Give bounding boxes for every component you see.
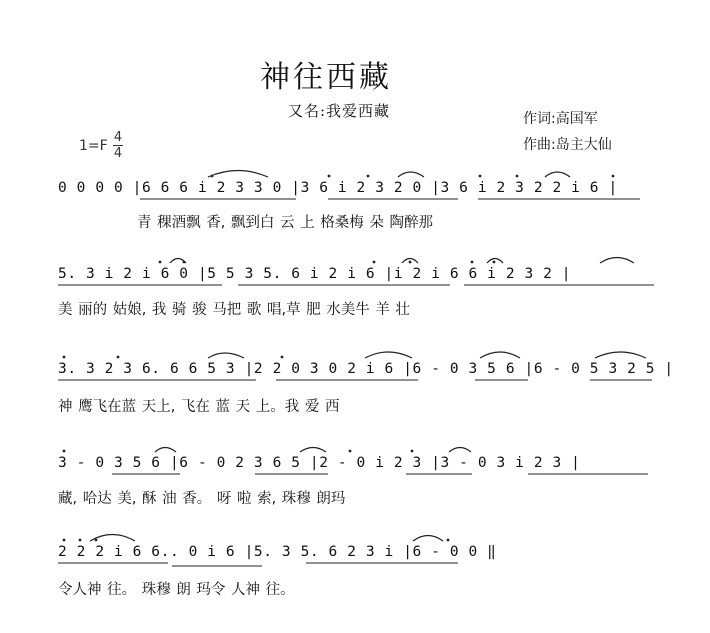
song-alias: 又名:我爱西藏 [288, 102, 391, 120]
lyric-line-4: 藏, 哈达 美, 酥 油 香。 呀 啦 索, 珠穆 朗玛 [58, 491, 346, 507]
lyric-line-5: 令人神 往。 珠穆 朗 玛令 人神 往。 [58, 582, 295, 598]
lyric-line-3: 神 鹰飞在蓝 天上, 飞在 蓝 天 上。我 爱 西 [58, 399, 340, 415]
time-signature-bottom: 4 [113, 146, 123, 161]
lyricist-credit: 作词:高国军 [523, 111, 598, 127]
notation-line-4: 3 - 0 3 5 6 |6 - 0 2 3 6 5 |2 - 0 i 2 3 |3 - 0 3 i 2 3 | [58, 455, 581, 471]
octave-dots [63, 175, 615, 542]
notation-line-2: 5. 3 i 2 i 6 0 |5 5 3 5. 6 i 2 i 6 |i 2 i 6 6 i 2 3 2 | [58, 266, 572, 282]
lyric-line-2: 美 丽的 姑娘, 我 骑 骏 马把 歌 唱,草 肥 水美牛 羊 壮 [58, 302, 411, 318]
lyric-line-1: 青 稞酒飘 香, 飘到白 云 上 格桑梅 朵 陶醉那 [137, 215, 433, 231]
song-title: 神往西藏 [260, 60, 392, 95]
notation-line-3: 3. 3 2 3 6. 6 6 5 3 |2 2 0 3 0 2 i 6 |6 - 0 3 5 6 |6 - 0 5 3 2 5 | [58, 361, 674, 377]
beam-underlines [58, 199, 654, 566]
time-signature-top: 4 [113, 130, 123, 145]
notation-line-5: 2 2 2 i 6 6.. 0 i 6 |5. 3 5. 6 2 3 i |6 - 0 0 ‖ [58, 544, 497, 560]
tie-slurs [90, 171, 646, 542]
composer-credit: 作曲:岛主大仙 [523, 137, 612, 153]
key-signature: 1=F [79, 138, 108, 154]
notation-line-1: 0 0 0 0 |6 6 6 i 2 3 3 0 |3 6 i 2 3 2 0 |3 6 i 2 3 2 2 i 6 | [58, 180, 618, 196]
